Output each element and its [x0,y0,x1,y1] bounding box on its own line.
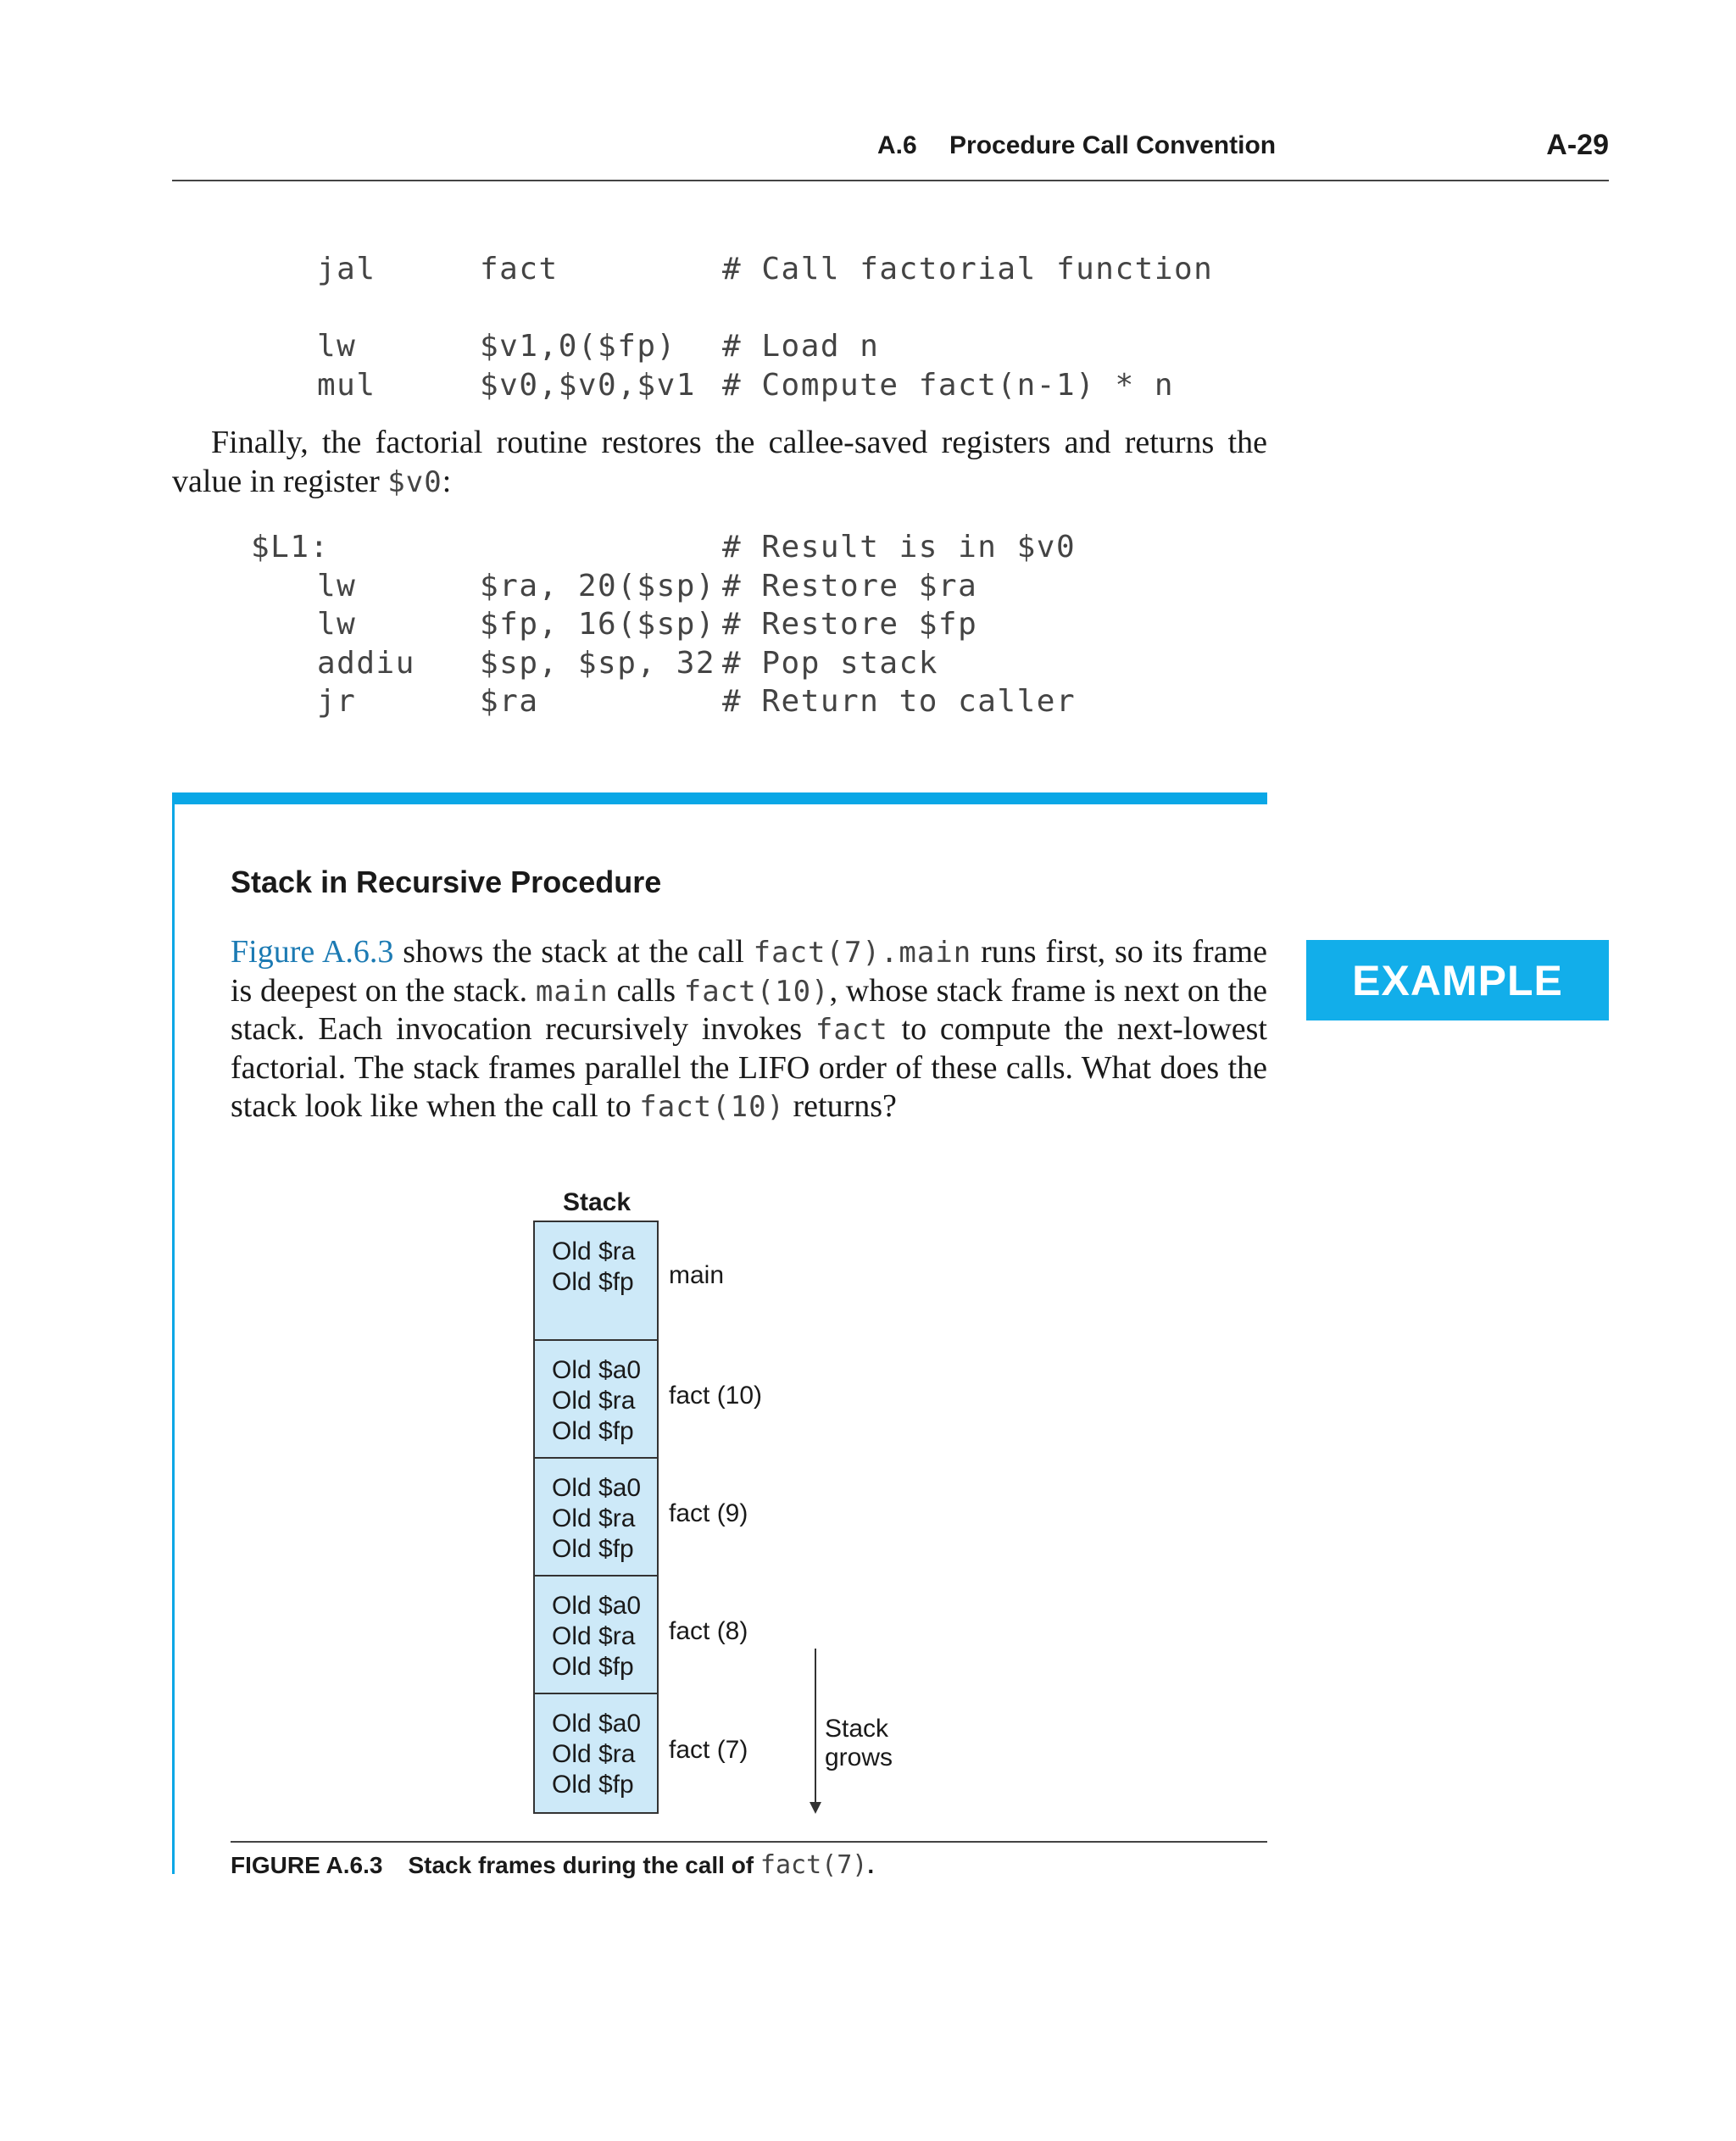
caption-rule [231,1841,1267,1843]
example-top-bar [172,792,1267,804]
code-comment: # Load n [722,329,880,364]
code-comment: # Pop stack [722,645,938,681]
code-args: $fp, 16($sp) [480,607,716,642]
stack-frame-label: main [669,1261,725,1289]
code-comment: # Restore $fp [722,607,978,642]
code-op: lw [317,607,357,642]
example-line [231,972,1267,1011]
example-badge: EXAMPLE [1306,940,1609,1020]
code-args: $v0,$v0,$v1 [480,367,696,403]
figure-link[interactable]: Figure A.6.3 [231,934,394,970]
stack-slot: Old $fp [552,1535,634,1563]
stack-slot: Old $a0 [552,1356,642,1384]
code-op: jr [317,684,357,719]
stack-frame-label: fact (8) [669,1616,748,1645]
caption-number: FIGURE A.6.3 [231,1852,383,1878]
stack-grows-label: Stack grows [825,1715,893,1771]
stack-slot: Old $fp [552,1771,634,1799]
stack-frame [533,1339,659,1459]
paragraph-text: value in register [172,463,388,499]
stack-frame-label: fact (10) [669,1381,763,1410]
inline-code: fact(7).main [753,936,972,970]
code-op: mul [317,367,376,403]
example-text: shows the stack at the call [393,934,754,970]
caption-text: Stack frames during the call of [408,1852,760,1878]
example-text: is deepest on the stack. [231,972,536,1009]
stack-slot: Old $a0 [552,1592,642,1620]
stack-slot: Old $fp [552,1268,634,1296]
section-title: Procedure Call Convention [949,131,1277,159]
example-text: returns? [785,1088,897,1124]
stack-slot: Old $ra [552,1622,636,1650]
stack-frame-label: fact (7) [669,1735,748,1764]
stack-frame-label: fact (9) [669,1499,748,1527]
arrow-down-icon [810,1802,821,1814]
code-op: jal [317,252,376,286]
code-comment: # Restore $ra [722,568,978,603]
code-op: lw [317,568,357,603]
stack-frame [533,1575,659,1694]
example-text: calls [608,972,684,1009]
inline-code: $v0 [387,464,442,499]
stack-frame [533,1221,659,1341]
inline-code: fact(10) [683,974,830,1009]
stack-slot: Old $ra [552,1237,636,1265]
stack-frame [533,1693,659,1814]
inline-code: fact(10) [639,1090,786,1124]
stack-heading: Stack [563,1188,632,1216]
paragraph-line: Finally, the factorial routine restores the callee-saved registers and returns the [211,425,1267,460]
stack-slot: Old $fp [552,1417,634,1445]
code-comment: # Compute fact(n-1) * n [722,367,1174,403]
code-args: $v1,0($fp) [480,329,676,364]
stack-grows-arrow [815,1649,816,1804]
example-line: factorial. The stack frames parallel the LIFO order of these calls. What does the [231,1049,1267,1086]
code-label: $L1: [251,530,330,564]
page-number: A-29 [1546,129,1609,161]
code-args: $sp, $sp, 32 [480,645,716,681]
code-comment: # Return to caller [722,684,1077,719]
code-comment: # Call factorial function [722,252,1214,286]
code-comment: # Result is in $v0 [722,530,1077,564]
caption-end: . [867,1852,875,1878]
running-head [877,131,1276,160]
paragraph-restore [172,424,1267,501]
example-text: runs first, so its frame [971,934,1268,970]
stack-slot: Old $ra [552,1504,636,1532]
example-line [231,1087,1267,1126]
example-text: stack. Each invocation recursively invokes [231,1011,815,1047]
code-args: $ra [480,684,539,719]
inline-code: main [535,974,609,1009]
stack-slot: Old $a0 [552,1474,642,1502]
paragraph-text: : [442,463,452,499]
example-text: , whose stack frame is next on the [829,972,1267,1009]
inline-code: fact [815,1013,888,1047]
stack-slot: Old $a0 [552,1710,642,1738]
example-text: to compute the next-lowest [887,1011,1267,1047]
stack-slot: Old $ra [552,1387,636,1415]
stack-frame [533,1457,659,1577]
code-op: addiu [317,645,415,681]
paragraph-line [172,463,1267,502]
code-op: lw [317,329,357,364]
figure-caption [231,1850,874,1880]
code-args: fact [480,252,559,286]
example-left-bar [172,804,175,1874]
header-rule [172,180,1609,181]
example-text: stack look like when the call to [231,1088,640,1124]
stack-slot: Old $fp [552,1653,634,1681]
example-title: Stack in Recursive Procedure [231,865,662,899]
example-line [231,933,1267,972]
example-body [231,933,1267,1126]
section-number: A.6 [877,131,917,159]
example-line [231,1010,1267,1049]
code-args: $ra, 20($sp) [480,568,716,603]
caption-code: fact(7) [760,1850,868,1880]
stack-slot: Old $ra [552,1740,636,1768]
